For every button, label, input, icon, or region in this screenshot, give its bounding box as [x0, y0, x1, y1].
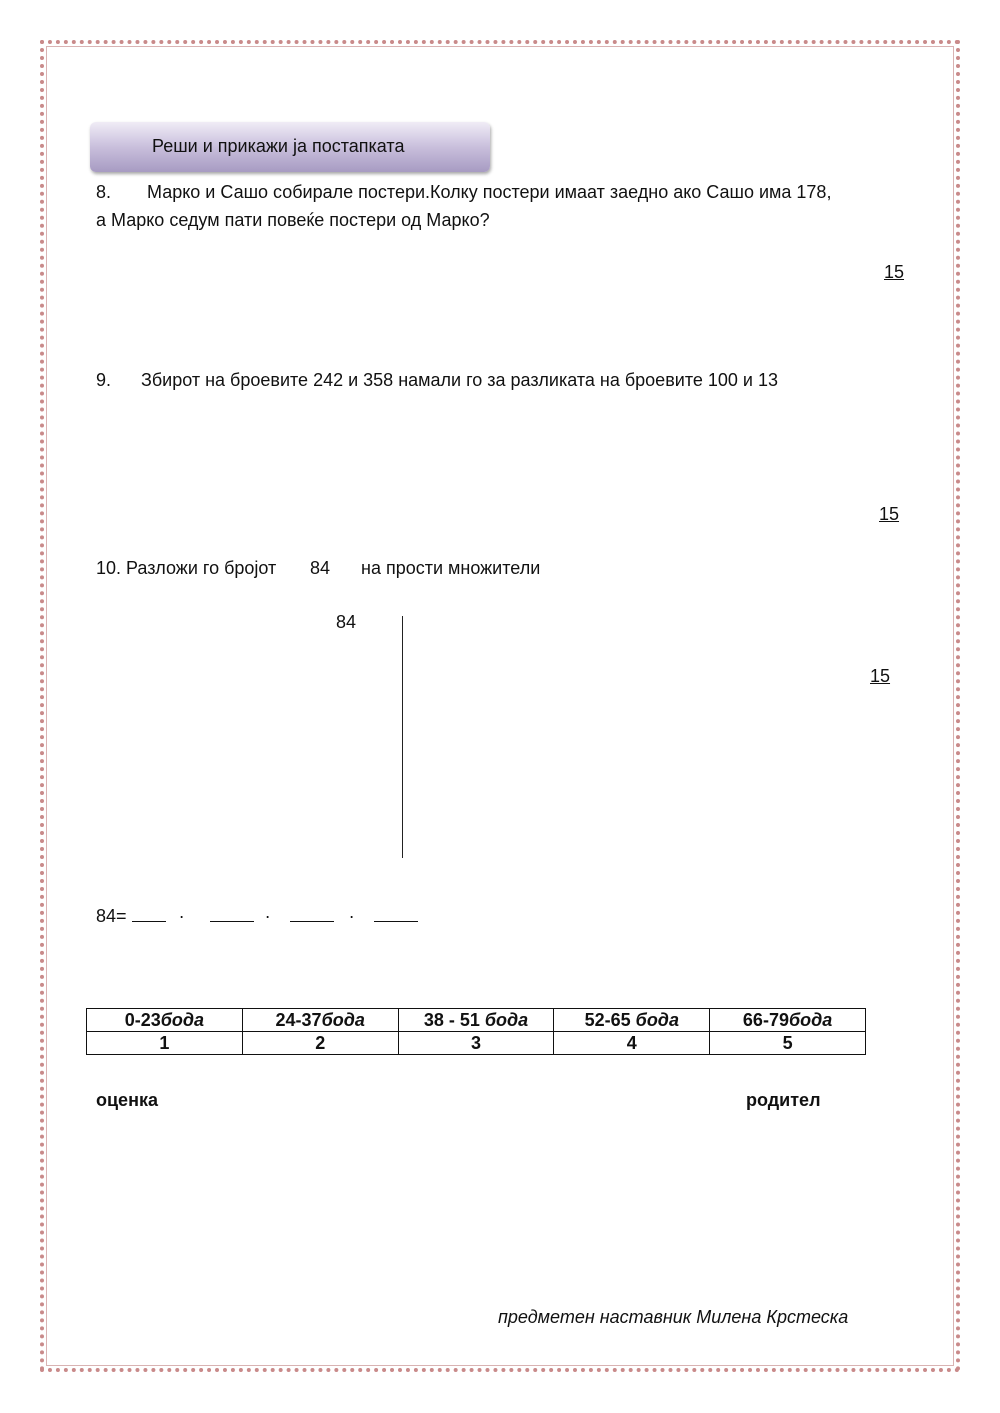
- q8-points: 15: [884, 262, 905, 282]
- multiply-dot-2: ·: [264, 906, 271, 926]
- grade-mark-cell: 2: [242, 1032, 398, 1055]
- grading-marks-row: [87, 1032, 866, 1055]
- grade-range-cell: 38 - 51 бода: [398, 1009, 554, 1032]
- grade-label: оценка: [96, 1090, 158, 1110]
- q10-text-b: на прости множители: [361, 558, 541, 578]
- factorization-answer: [96, 902, 418, 930]
- q10-text-a: 10. Разложи го бројот: [96, 558, 277, 578]
- answer-blank-3[interactable]: [290, 905, 334, 922]
- grade-range-cell: 66-79бода: [710, 1009, 866, 1032]
- grade-range-cell: 0-23бода: [87, 1009, 243, 1032]
- answer-prefix: 84=: [96, 906, 127, 926]
- q8-line1: Марко и Сашо собирале постери.Колку постери имаат заедно ако Сашо има 178,: [147, 182, 832, 202]
- grade-range-cell: 24-37бода: [242, 1009, 398, 1032]
- instruction-banner-text: Реши и прикажи ја постапката: [152, 136, 405, 156]
- answer-blank-2[interactable]: [210, 905, 254, 922]
- q8-line2: а Марко седум пати повеќе постери од Марко?: [96, 210, 490, 230]
- teacher-signature-line: предметен наставник Милена Крстеска: [498, 1307, 849, 1327]
- instruction-banner: [90, 122, 490, 172]
- multiply-dot-1: ·: [178, 906, 185, 926]
- factorization-start-number: 84: [336, 612, 357, 632]
- grade-mark-cell: 5: [710, 1032, 866, 1055]
- q10-points: 15: [870, 666, 891, 686]
- answer-blank-1[interactable]: [132, 905, 166, 922]
- q8-number: 8.: [96, 182, 112, 202]
- q9-text: Збирот на броевите 242 и 358 намали го за разликата на броевите 100 и 13: [141, 370, 778, 390]
- grade-mark-cell: 3: [398, 1032, 554, 1055]
- multiply-dot-3: ·: [348, 906, 355, 926]
- page-border: [40, 40, 960, 1372]
- grading-ranges-row: [87, 1009, 866, 1032]
- grade-mark-cell: 4: [554, 1032, 710, 1055]
- answer-blank-4[interactable]: [374, 905, 418, 922]
- q9-points: 15: [879, 504, 900, 524]
- grading-table: [86, 1008, 866, 1055]
- q9-number: 9.: [96, 370, 112, 390]
- grade-range-cell: 52-65 бода: [554, 1009, 710, 1032]
- factorization-divider: [402, 616, 403, 858]
- grade-mark-cell: 1: [87, 1032, 243, 1055]
- parent-label: родител: [746, 1090, 821, 1110]
- q10-number: 84: [310, 558, 331, 578]
